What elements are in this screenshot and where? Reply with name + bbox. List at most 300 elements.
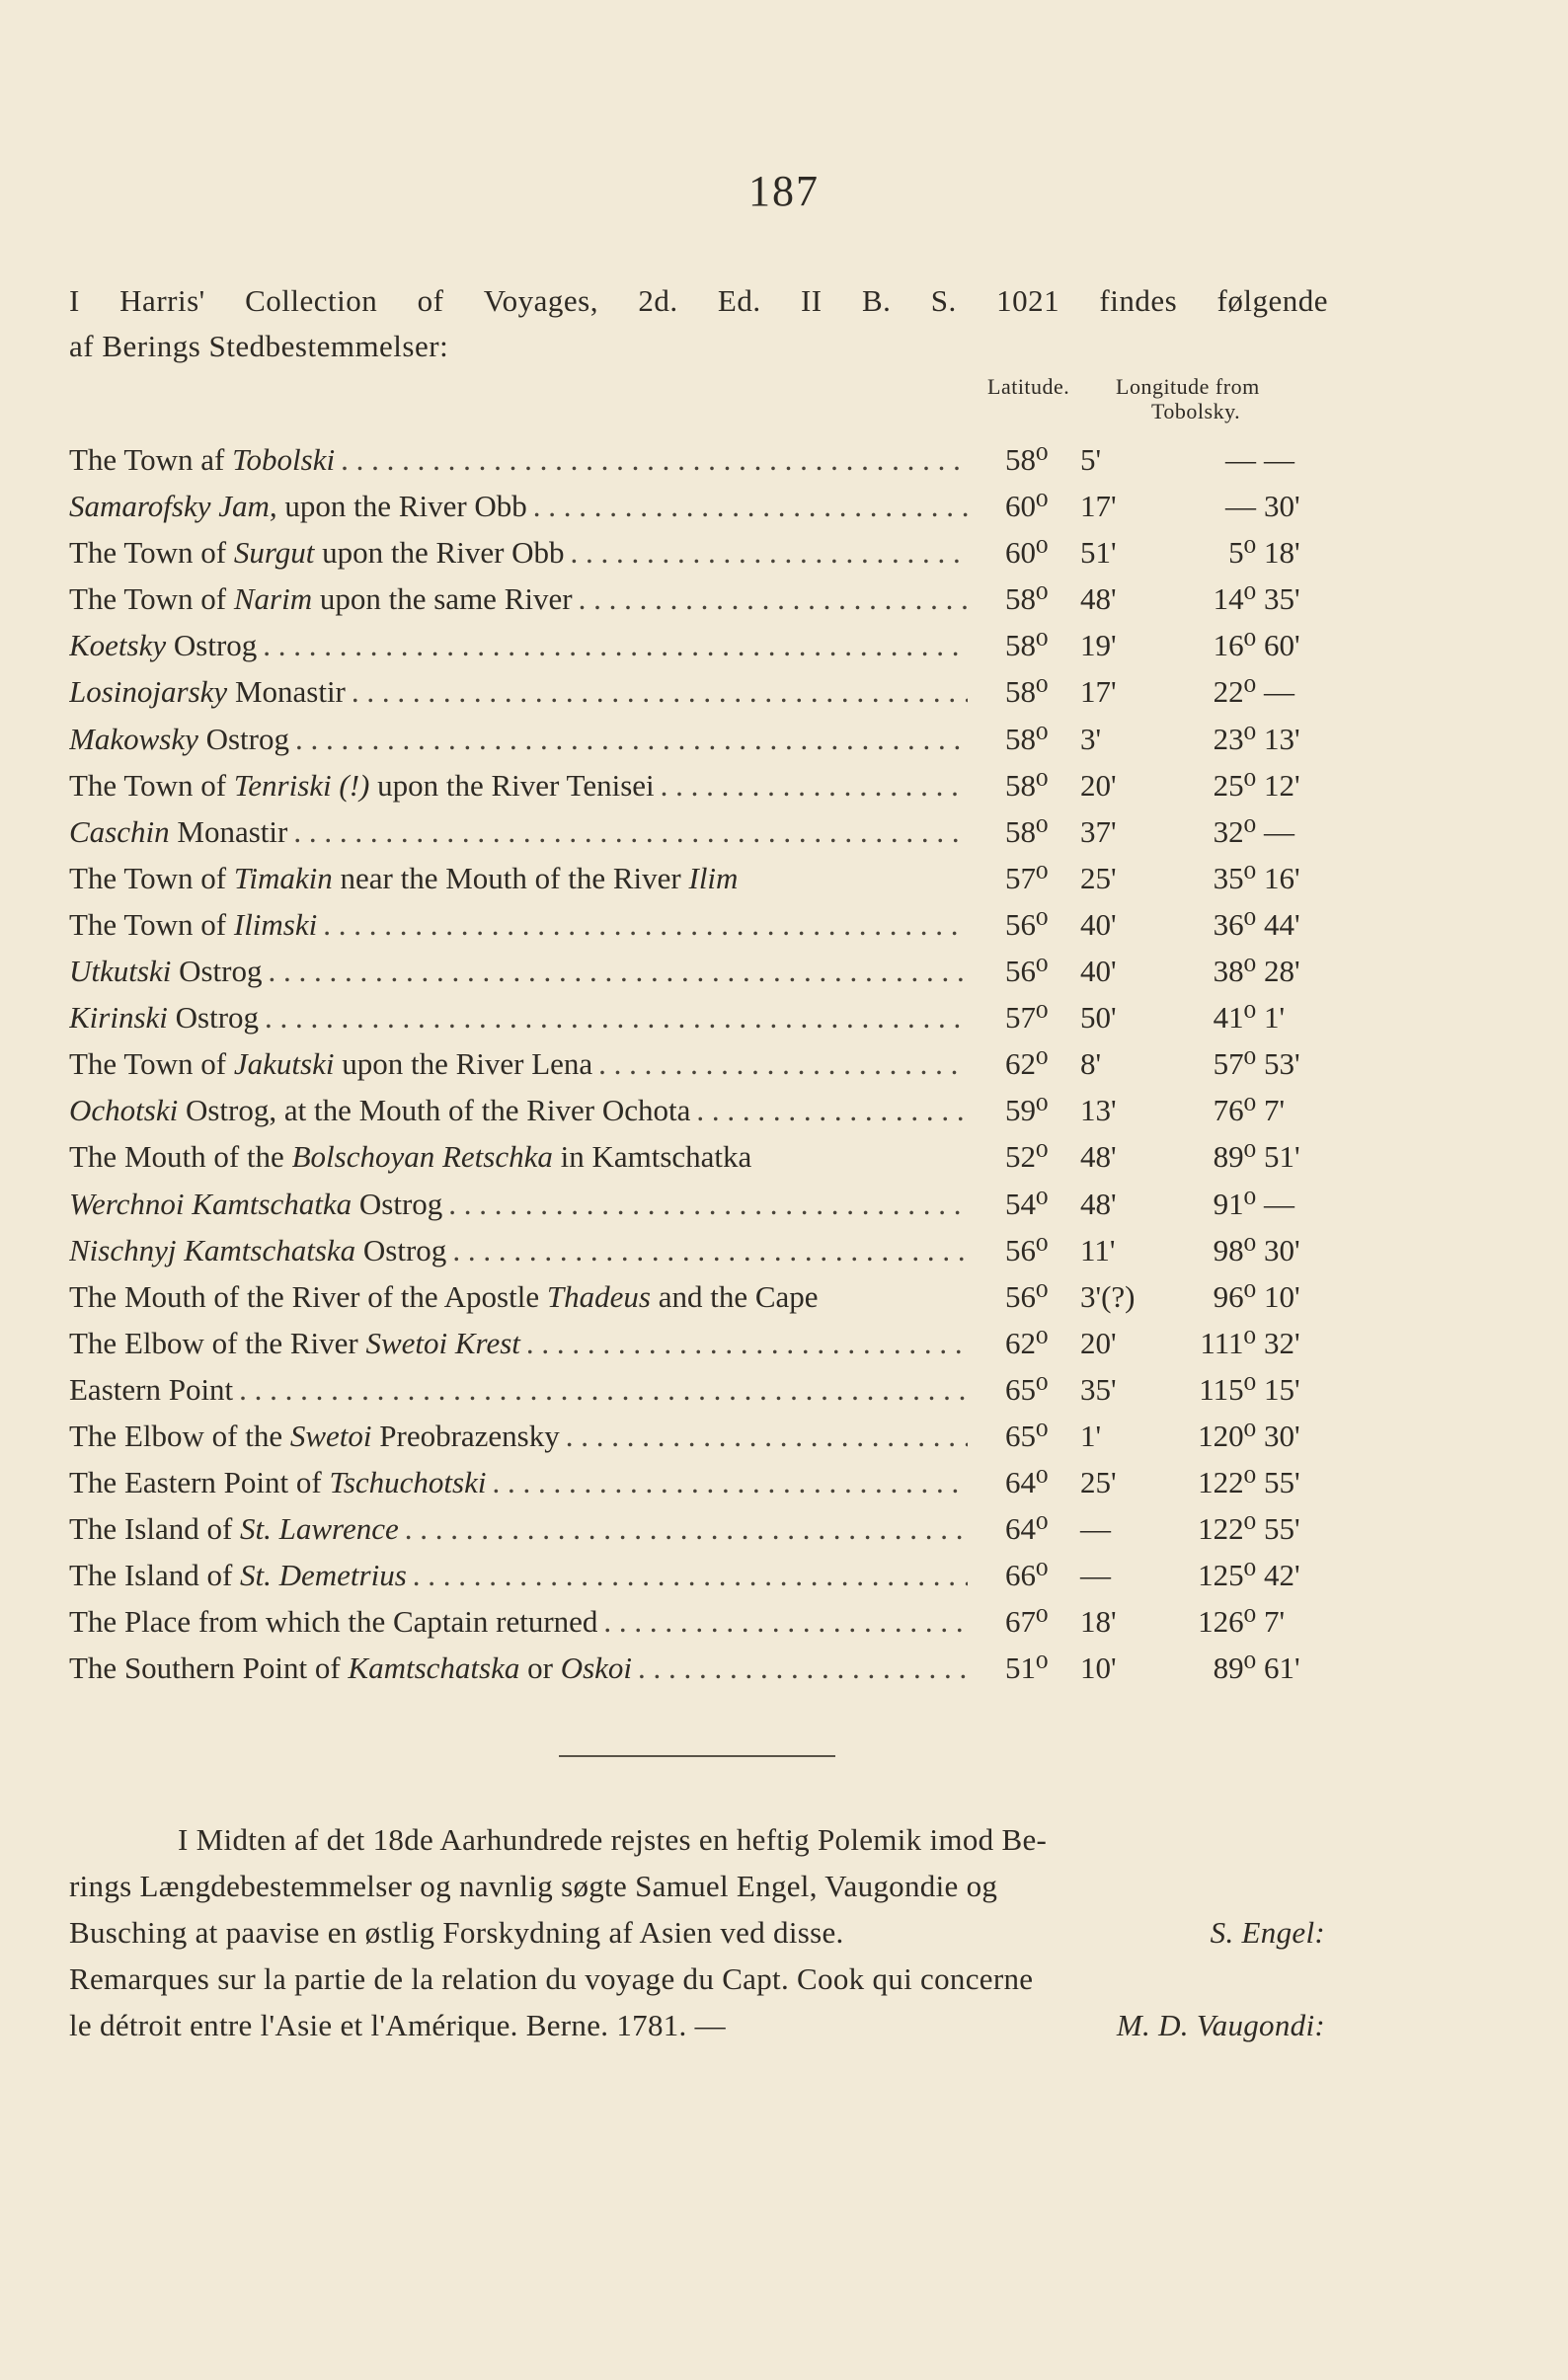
place-name (69, 808, 968, 855)
latitude-degrees: 64⁰ (1005, 1465, 1049, 1500)
latitude-degrees: 56⁰ (1005, 1232, 1049, 1267)
table-row (69, 1645, 1343, 1691)
longitude-degrees: 32⁰ (1213, 813, 1256, 849)
longitude-minutes: — (1264, 442, 1294, 477)
paragraph-line-4: Remarques sur la partie de la relation du voyage du Capt. Cook qui concerne (69, 1961, 1034, 1996)
longitude-header-sub: Tobolsky. (1151, 399, 1241, 423)
intro-text (69, 278, 1328, 369)
longitude-degrees: 126⁰ (1198, 1604, 1256, 1640)
latitude-degrees: 57⁰ (1005, 860, 1049, 895)
intro-word: Voyages, (483, 283, 598, 318)
place-plain: The Eastern Point of (69, 1465, 330, 1500)
longitude-degrees: 120⁰ (1198, 1418, 1256, 1453)
paragraph-line-5-text: le détroit entre l'Asie et l'Amérique. Berne. 1781. — (69, 2008, 726, 2042)
place-italic: Losinojarsky (69, 674, 228, 710)
table-row (69, 1087, 1343, 1133)
place-italic: Bolschoyan Retschka (291, 1139, 553, 1175)
longitude-degrees: 89⁰ (1213, 1139, 1256, 1175)
leader-dots (442, 1181, 968, 1227)
latitude-degrees: 52⁰ (1005, 1139, 1049, 1175)
leader-dots (335, 436, 968, 483)
longitude-degrees: 122⁰ (1198, 1511, 1256, 1547)
latitude-minutes: 48' (1080, 581, 1117, 617)
table-row (69, 1181, 1343, 1227)
leader-dots (287, 808, 968, 855)
latitude-degrees: 56⁰ (1005, 1278, 1049, 1314)
place-name (69, 436, 968, 483)
place-name (69, 483, 968, 529)
latitude-degrees: 64⁰ (1005, 1511, 1049, 1547)
paragraph-line-3-text: Busching at paavise en østlig Forskydning af Asien ved disse. (69, 1915, 844, 1950)
place-name (69, 1413, 968, 1459)
table-row (69, 529, 1343, 576)
place-name (69, 994, 968, 1040)
leader-dots (399, 1505, 968, 1552)
latitude-minutes: 8' (1080, 1046, 1102, 1082)
longitude-minutes: 32' (1264, 1325, 1300, 1360)
intro-word: B. (861, 283, 892, 318)
latitude-degrees: 58⁰ (1005, 767, 1049, 803)
intro-word: Collection (245, 283, 378, 318)
place-plain: upon the River Lena (334, 1046, 593, 1082)
longitude-degrees: 125⁰ (1198, 1558, 1256, 1593)
place-plain: Monastir (169, 813, 288, 849)
longitude-minutes: 12' (1264, 767, 1300, 803)
intro-word: S. (930, 283, 957, 318)
intro-word: of (417, 283, 444, 318)
place-text (69, 901, 317, 948)
place-text (69, 1087, 690, 1133)
place-italic: Werchnoi Kamtschatka (69, 1186, 353, 1221)
table-row (69, 1505, 1343, 1552)
latitude-degrees: 58⁰ (1005, 721, 1049, 756)
place-plain: Preobrazensky (371, 1418, 560, 1453)
place-italic: Swetoi Krest (365, 1325, 520, 1360)
longitude-minutes: 51' (1264, 1139, 1300, 1175)
longitude-degrees: 91⁰ (1213, 1186, 1256, 1221)
place-plain: The Town of (69, 1046, 234, 1082)
longitude-minutes: 30' (1264, 1418, 1300, 1453)
longitude-degrees: 22⁰ (1213, 674, 1256, 710)
leader-dots (690, 1087, 968, 1133)
latitude-minutes: 5' (1080, 442, 1102, 477)
place-text (69, 1040, 592, 1087)
place-italic: Ilim (688, 860, 739, 895)
longitude-minutes: — (1264, 813, 1294, 849)
place-plain: The Town af (69, 442, 233, 477)
table-row (69, 576, 1343, 622)
place-italic: Utkutski (69, 954, 172, 989)
latitude-minutes: 51' (1080, 535, 1117, 571)
place-text (69, 1273, 819, 1320)
latitude-minutes: 3'(?) (1080, 1278, 1136, 1314)
latitude-degrees: 59⁰ (1005, 1093, 1049, 1128)
place-italic: Kamtschatska (348, 1651, 520, 1686)
table-row (69, 1598, 1343, 1645)
place-name (69, 1645, 968, 1691)
place-italic: Narim (233, 581, 313, 617)
leader-dots (259, 994, 968, 1040)
leader-dots (520, 1320, 968, 1366)
place-plain: The Town of (69, 906, 234, 942)
place-text (69, 1366, 233, 1413)
place-italic: Ochotski (69, 1093, 179, 1128)
place-name (69, 855, 968, 901)
latitude-minutes: 11' (1080, 1232, 1116, 1267)
latitude-minutes: 20' (1080, 767, 1117, 803)
place-text (69, 1459, 486, 1505)
leader-dots (560, 1413, 968, 1459)
place-text (69, 483, 527, 529)
latitude-header: Latitude. (987, 374, 1070, 399)
place-plain: The Island of (69, 1511, 241, 1547)
place-text (69, 1645, 632, 1691)
latitude-degrees: 54⁰ (1005, 1186, 1049, 1221)
place-plain: Eastern Point (69, 1371, 234, 1407)
place-italic: Tschuchotski (329, 1465, 487, 1500)
longitude-degrees: 5⁰ (1228, 535, 1256, 571)
longitude-minutes: 53' (1264, 1046, 1300, 1082)
leader-dots (573, 576, 968, 622)
longitude-minutes: 55' (1264, 1465, 1300, 1500)
place-text (69, 762, 655, 808)
place-name (69, 1040, 968, 1087)
place-name (69, 1087, 968, 1133)
place-name (69, 1320, 968, 1366)
place-name (69, 1598, 968, 1645)
place-plain: Ostrog (166, 628, 258, 663)
place-name (69, 1505, 968, 1552)
longitude-degrees: 14⁰ (1213, 581, 1256, 617)
place-italic: Jakutski (233, 1046, 335, 1082)
table-row (69, 994, 1343, 1040)
latitude-minutes: 10' (1080, 1651, 1117, 1686)
longitude-degrees: 23⁰ (1213, 721, 1256, 756)
place-italic: St. Lawrence (240, 1511, 399, 1547)
latitude-degrees: 58⁰ (1005, 628, 1049, 663)
place-plain: upon the River Tenisei (369, 767, 655, 803)
place-plain: Ostrog, at the Mouth of the River Ochota (178, 1093, 691, 1128)
place-plain: The Town of (69, 767, 234, 803)
place-name (69, 762, 968, 808)
place-name (69, 1459, 968, 1505)
longitude-degrees: 16⁰ (1213, 628, 1256, 663)
leader-dots (257, 622, 968, 668)
place-italic: Oskoi (560, 1651, 633, 1686)
latitude-minutes: 19' (1080, 628, 1117, 663)
latitude-minutes: 13' (1080, 1093, 1117, 1128)
paragraph-line-3-italic: S. Engel: (1210, 1915, 1325, 1950)
place-text (69, 716, 289, 762)
place-plain: Ostrog (352, 1186, 443, 1221)
intro-line-2: af Berings Stedbestemmelser: (69, 329, 449, 363)
latitude-minutes: 20' (1080, 1325, 1117, 1360)
place-text (69, 436, 335, 483)
place-italic: Kirinski (69, 1000, 168, 1036)
place-text (69, 1413, 560, 1459)
place-plain: upon the River Obb (314, 535, 565, 571)
longitude-minutes: 16' (1264, 860, 1300, 895)
longitude-minutes: 61' (1264, 1651, 1300, 1686)
latitude-minutes: 35' (1080, 1371, 1117, 1407)
longitude-degrees: 38⁰ (1213, 954, 1256, 989)
leader-dots (262, 948, 968, 994)
place-name (69, 1366, 968, 1413)
place-name (69, 901, 968, 948)
leader-dots (317, 901, 968, 948)
longitude-degrees: — (1225, 489, 1256, 524)
paragraph-line-5-italic: M. D. Vaugondi: (1116, 2008, 1325, 2042)
longitude-degrees: 111⁰ (1200, 1325, 1256, 1360)
paragraph-line-1: I Midten af det 18de Aarhundrede rejstes en heftig Polemik imod Be- (178, 1822, 1048, 1857)
latitude-minutes: 18' (1080, 1604, 1117, 1640)
latitude-minutes: 17' (1080, 489, 1117, 524)
place-plain: The Southern Point of (69, 1651, 349, 1686)
table-row (69, 436, 1343, 483)
latitude-degrees: 60⁰ (1005, 489, 1049, 524)
place-plain: The Elbow of the (69, 1418, 290, 1453)
longitude-minutes: 30' (1264, 489, 1300, 524)
leader-dots (632, 1645, 968, 1691)
latitude-degrees: 58⁰ (1005, 674, 1049, 710)
table-row (69, 483, 1343, 529)
place-italic: Surgut (233, 535, 315, 571)
place-text (69, 1320, 520, 1366)
place-name (69, 1227, 968, 1273)
place-italic: Caschin (69, 813, 170, 849)
latitude-minutes: 40' (1080, 954, 1117, 989)
longitude-degrees: — (1225, 442, 1256, 477)
place-name (69, 716, 968, 762)
leader-dots (233, 1366, 968, 1413)
intro-word: II (800, 283, 823, 318)
latitude-degrees: 65⁰ (1005, 1371, 1049, 1407)
intro-word: følgende (1216, 283, 1328, 318)
place-name (69, 622, 968, 668)
leader-dots (446, 1227, 968, 1273)
intro-word: Harris' (119, 283, 205, 318)
longitude-minutes: 35' (1264, 581, 1300, 617)
latitude-minutes: 25' (1080, 860, 1117, 895)
place-italic: Nischnyj Kamtschatska (69, 1232, 356, 1267)
latitude-degrees: 66⁰ (1005, 1558, 1049, 1593)
table-row (69, 716, 1343, 762)
latitude-minutes: — (1080, 1511, 1111, 1547)
longitude-degrees: 36⁰ (1213, 906, 1256, 942)
longitude-minutes: 60' (1264, 628, 1300, 663)
place-text (69, 1181, 442, 1227)
table-row (69, 1227, 1343, 1273)
intro-word: I (69, 283, 80, 318)
longitude-minutes: 44' (1264, 906, 1300, 942)
longitude-minutes: 7' (1264, 1093, 1286, 1128)
table-row (69, 901, 1343, 948)
leader-dots (289, 716, 968, 762)
place-text (69, 1552, 407, 1598)
place-name (69, 1181, 968, 1227)
longitude-minutes: 10' (1264, 1278, 1300, 1314)
place-plain: near the Mouth of the River (332, 860, 689, 895)
longitude-minutes: 1' (1264, 1000, 1286, 1036)
latitude-minutes: 3' (1080, 721, 1102, 756)
longitude-degrees: 57⁰ (1213, 1046, 1256, 1082)
place-text (69, 622, 257, 668)
place-italic: Ilimski (233, 906, 318, 942)
table-row (69, 762, 1343, 808)
table-row (69, 1459, 1343, 1505)
latitude-degrees: 62⁰ (1005, 1325, 1049, 1360)
place-plain: and the Cape (650, 1278, 819, 1314)
table-row (69, 622, 1343, 668)
leader-dots (527, 483, 968, 529)
place-text (69, 948, 262, 994)
place-italic: Makowsky (69, 721, 198, 756)
latitude-minutes: 37' (1080, 813, 1117, 849)
table-row (69, 1040, 1343, 1087)
place-plain: The Town of (69, 581, 234, 617)
table-row (69, 1273, 1343, 1320)
latitude-degrees: 65⁰ (1005, 1418, 1049, 1453)
place-plain: Ostrog (167, 1000, 260, 1036)
section-divider (559, 1755, 835, 1757)
place-italic: Tenriski (!) (233, 767, 370, 803)
place-name (69, 668, 968, 715)
leader-dots (565, 529, 968, 576)
latitude-minutes: 1' (1080, 1418, 1102, 1453)
leader-dots (407, 1552, 968, 1598)
latitude-degrees: 58⁰ (1005, 581, 1049, 617)
leader-dots (486, 1459, 968, 1505)
place-plain: Monastir (227, 674, 346, 710)
place-name (69, 529, 968, 576)
place-name (69, 576, 968, 622)
place-plain: The Town of (69, 860, 234, 895)
place-name (69, 948, 968, 994)
latitude-minutes: 48' (1080, 1139, 1117, 1175)
intro-word: findes (1099, 283, 1178, 318)
place-plain: The Island of (69, 1558, 241, 1593)
table-row (69, 1413, 1343, 1459)
place-text (69, 529, 565, 576)
longitude-degrees: 35⁰ (1213, 860, 1256, 895)
longitude-minutes: 15' (1264, 1371, 1300, 1407)
place-plain: upon the same River (312, 581, 573, 617)
place-plain: Ostrog (171, 954, 263, 989)
table-row (69, 1552, 1343, 1598)
intro-word: 1021 (996, 283, 1060, 318)
longitude-degrees: 41⁰ (1213, 1000, 1256, 1036)
longitude-degrees: 76⁰ (1213, 1093, 1256, 1128)
place-name (69, 1133, 968, 1180)
table-row (69, 855, 1343, 901)
latitude-minutes: 17' (1080, 674, 1117, 710)
place-italic: Koetsky (69, 628, 167, 663)
place-plain: upon the River Obb (276, 489, 527, 524)
place-plain: or (519, 1651, 561, 1686)
longitude-minutes: 42' (1264, 1558, 1300, 1593)
place-plain: Ostrog (197, 721, 289, 756)
page-number: 187 (748, 167, 820, 215)
place-italic: Swetoi (289, 1418, 372, 1453)
place-italic: Samarofsky Jam, (69, 489, 277, 524)
place-text (69, 994, 259, 1040)
latitude-degrees: 56⁰ (1005, 906, 1049, 942)
longitude-minutes: 55' (1264, 1511, 1300, 1547)
intro-word: Ed. (717, 283, 761, 318)
place-plain: Ostrog (355, 1232, 447, 1267)
table-row (69, 668, 1343, 715)
place-text (69, 1227, 446, 1273)
leader-dots (655, 762, 968, 808)
longitude-minutes: 28' (1264, 954, 1300, 989)
place-text (69, 668, 346, 715)
longitude-degrees: 98⁰ (1213, 1232, 1256, 1267)
latitude-minutes: — (1080, 1558, 1111, 1593)
longitude-minutes: 30' (1264, 1232, 1300, 1267)
place-italic: Timakin (233, 860, 333, 895)
table-row (69, 1133, 1343, 1180)
latitude-degrees: 58⁰ (1005, 442, 1049, 477)
longitude-minutes: 7' (1264, 1604, 1286, 1640)
place-text (69, 576, 573, 622)
place-text (69, 808, 287, 855)
paragraph-line-2: rings Længdebestemmelser og navnlig søgte Samuel Engel, Vaugondie og (69, 1869, 998, 1903)
table-row (69, 808, 1343, 855)
longitude-degrees: 96⁰ (1213, 1278, 1256, 1314)
place-name (69, 1273, 968, 1320)
paragraph-line-3 (69, 1909, 1325, 1956)
table-row (69, 948, 1343, 994)
place-plain: The Elbow of the River (69, 1325, 366, 1360)
place-plain: The Mouth of the (69, 1139, 292, 1175)
latitude-degrees: 58⁰ (1005, 813, 1049, 849)
leader-dots (346, 668, 968, 715)
latitude-minutes: 48' (1080, 1186, 1117, 1221)
longitude-minutes: — (1264, 674, 1294, 710)
place-text (69, 1505, 399, 1552)
longitude-degrees: 122⁰ (1198, 1465, 1256, 1500)
leader-dots (597, 1598, 968, 1645)
leader-dots (592, 1040, 968, 1087)
place-text (69, 855, 738, 901)
longitude-degrees: 25⁰ (1213, 767, 1256, 803)
latitude-degrees: 51⁰ (1005, 1651, 1049, 1686)
longitude-minutes: 13' (1264, 721, 1300, 756)
intro-line-1 (69, 278, 1328, 324)
place-plain: The Mouth of the River of the Apostle (69, 1278, 547, 1314)
longitude-degrees: 89⁰ (1213, 1651, 1256, 1686)
longitude-header: Longitude from (1116, 374, 1260, 399)
intro-word: 2d. (638, 283, 678, 318)
place-plain: in Kamtschatka (552, 1139, 752, 1175)
latitude-degrees: 62⁰ (1005, 1046, 1049, 1082)
latitude-degrees: 56⁰ (1005, 954, 1049, 989)
place-plain: The Town of (69, 535, 234, 571)
table-row (69, 1366, 1343, 1413)
latitude-degrees: 60⁰ (1005, 535, 1049, 571)
place-text (69, 1133, 751, 1180)
longitude-minutes: 18' (1264, 535, 1300, 571)
latitude-minutes: 40' (1080, 906, 1117, 942)
place-italic: Tobolski (232, 442, 336, 477)
place-italic: St. Demetrius (240, 1558, 407, 1593)
place-italic: Thadeus (546, 1278, 651, 1314)
latitude-degrees: 67⁰ (1005, 1604, 1049, 1640)
paragraph-line-5 (69, 2002, 1325, 2048)
table-row (69, 1320, 1343, 1366)
longitude-minutes: — (1264, 1186, 1294, 1221)
place-name (69, 1552, 968, 1598)
